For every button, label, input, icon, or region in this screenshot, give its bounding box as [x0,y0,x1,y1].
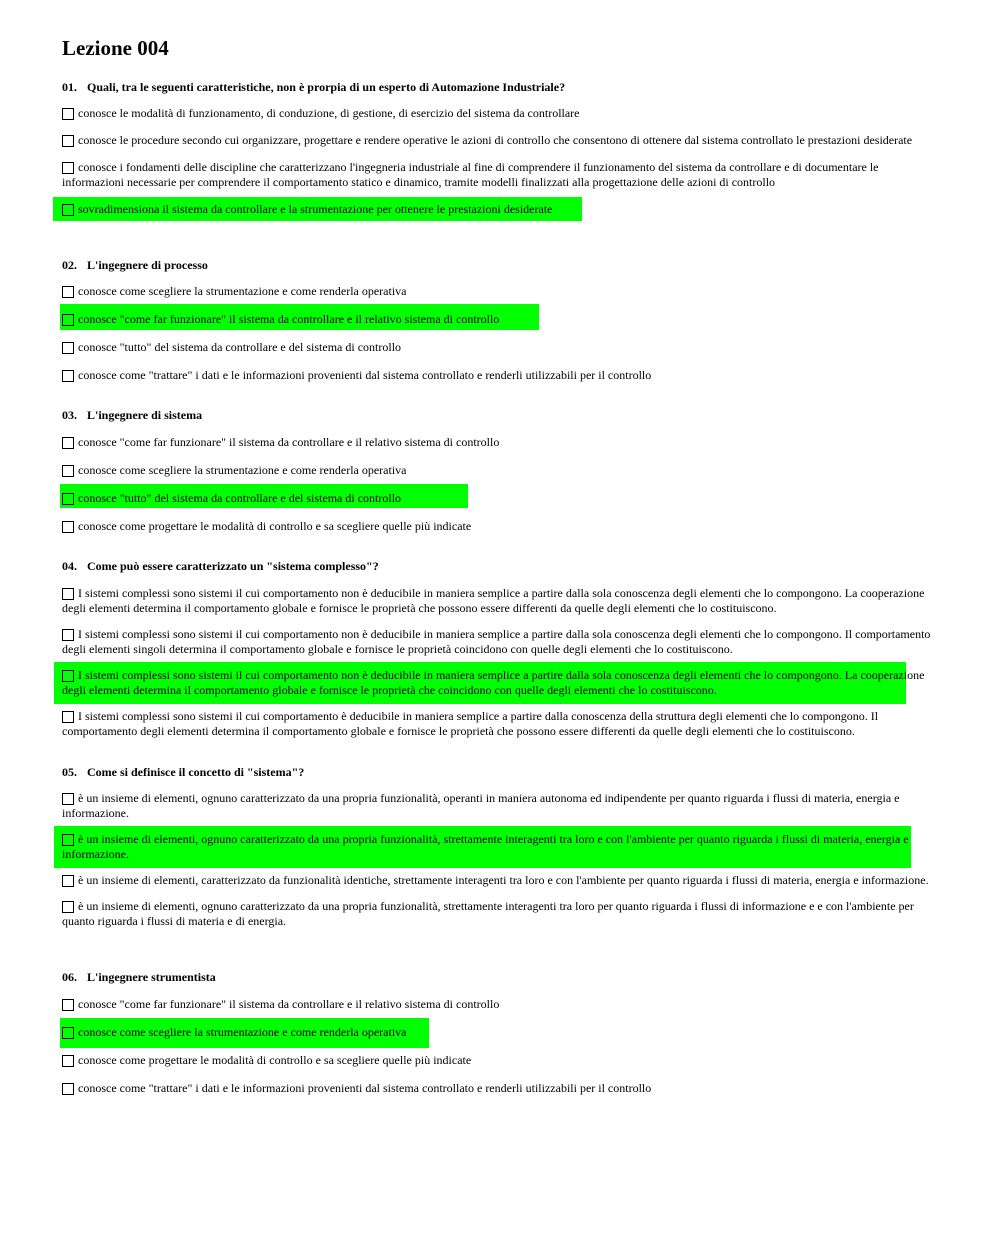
checkbox[interactable] [62,370,74,382]
question-02 [62,258,942,383]
answer-option[interactable] [62,1053,940,1068]
answer-text: conosce come "trattare" i dati e le informazioni provenienti dal sistema controllato e renderli utilizzabili per il controllo [78,1081,652,1095]
checkbox[interactable] [62,588,74,600]
answer-text: conosce come scegliere la strumentazione e come renderla operativa [78,284,407,298]
answer-option[interactable] [62,368,940,383]
question-number: 02. [62,258,77,272]
checkbox[interactable] [62,135,74,147]
checkbox[interactable] [62,493,74,505]
answer-option-correct[interactable] [62,832,940,862]
answer-option-correct[interactable] [62,491,940,506]
answer-option[interactable] [62,284,940,299]
answer-text: conosce "tutto" del sistema da controllare e del sistema di controllo [78,340,402,354]
answer-text: conosce come progettare le modalità di controllo e sa scegliere quelle più indicate [78,519,472,533]
checkbox[interactable] [62,1055,74,1067]
checkbox[interactable] [62,314,74,326]
question-heading [62,258,942,272]
checkbox[interactable] [62,342,74,354]
answer-option-correct[interactable] [62,312,940,327]
answer-option[interactable] [62,463,940,478]
answer-option-correct[interactable] [62,202,940,217]
answer-text: è un insieme di elementi, ognuno caratterizzato da una propria funzionalità, strettamente interagenti tra loro per quanto riguarda i flussi di informazione e e con l'ambiente per quanto riguarda i flussi di materia e di energia. [62,899,914,928]
answer-text: conosce come scegliere la strumentazione e come renderla operativa [78,1025,407,1039]
question-06 [62,970,942,1096]
checkbox[interactable] [62,437,74,449]
checkbox[interactable] [62,1083,74,1095]
answer-option[interactable] [62,340,940,355]
answer-text: conosce "come far funzionare" il sistema da controllare e il relativo sistema di controllo [78,435,500,449]
checkbox[interactable] [62,670,74,682]
answer-option[interactable] [62,586,940,616]
answer-option[interactable] [62,160,940,190]
answer-text: conosce i fondamenti delle discipline che caratterizzano l'ingegneria industriale al fine di comprendere il funzionamento del sistema da controllare e di documentare le informazioni necessarie per comprendere il comportamento statico e dinamico, tramite modelli finalizzati alla progettazione delle azioni di controllo [62,160,879,189]
answer-option[interactable] [62,627,940,657]
checkbox[interactable] [62,1027,74,1039]
question-text: L'ingegnere di sistema [87,408,203,422]
question-01 [62,80,942,217]
checkbox[interactable] [62,901,74,913]
answer-text: sovradimensiona il sistema da controllare e la strumentazione per ottenere le prestazioni desiderate [78,202,553,216]
question-04 [62,559,942,739]
answer-option[interactable] [62,997,940,1012]
answer-text: I sistemi complessi sono sistemi il cui comportamento non è deducibile in maniera semplice a partire dalla sola conoscenza degli elementi che lo compongono. La cooperazione degli elementi determina il comportamento globale e fornisce le proprietà che coincidono con quelle degli elementi che lo costituiscono. [62,668,925,697]
answer-option[interactable] [62,899,940,929]
answer-text: è un insieme di elementi, ognuno caratterizzato da una propria funzionalità, operanti in maniera autonoma ed indipendente per quanto riguarda i flussi di materia, energia e informazione. [62,791,900,820]
answer-text: conosce come "trattare" i dati e le informazioni provenienti dal sistema controllato e renderli utilizzabili per il controllo [78,368,652,382]
checkbox[interactable] [62,162,74,174]
answer-option-correct[interactable] [62,1025,940,1040]
question-number: 05. [62,765,77,779]
answer-text: conosce "tutto" del sistema da controllare e del sistema di controllo [78,491,402,505]
answer-text: I sistemi complessi sono sistemi il cui comportamento non è deducibile in maniera semplice a partire dalla sola conoscenza degli elementi che lo compongono. Il comportamento degli elementi singoli determina il comportamento globale e fornisce le proprietà coincidono con quelle degli elementi che lo costituiscono. [62,627,931,656]
answer-text: conosce le procedure secondo cui organizzare, progettare e rendere operative le azioni di controllo che consentono di ottenere dal sistema controllato le prestazioni desiderate [78,133,913,147]
checkbox[interactable] [62,834,74,846]
answer-text: conosce "come far funzionare" il sistema da controllare e il relativo sistema di controllo [78,312,500,326]
question-heading [62,559,942,573]
answer-option[interactable] [62,435,940,450]
answer-text: è un insieme di elementi, ognuno caratterizzato da una propria funzionalità, strettamente interagenti tra loro e con l'ambiente per quanto riguarda i flussi di materia, energia e informazione. [62,832,909,861]
question-number: 06. [62,970,77,984]
answer-text: conosce le modalità di funzionamento, di conduzione, di gestione, di esercizio del sistema da controllare [78,106,580,120]
answer-option[interactable] [62,519,940,534]
checkbox[interactable] [62,793,74,805]
question-heading [62,80,942,94]
checkbox[interactable] [62,521,74,533]
answer-option[interactable] [62,1081,940,1096]
checkbox[interactable] [62,999,74,1011]
question-03 [62,408,942,534]
answer-option[interactable] [62,791,940,821]
answer-option[interactable] [62,106,940,121]
question-heading [62,765,942,779]
question-text: L'ingegnere di processo [87,258,208,272]
checkbox[interactable] [62,204,74,216]
question-heading [62,408,942,422]
checkbox[interactable] [62,711,74,723]
checkbox[interactable] [62,108,74,120]
checkbox[interactable] [62,465,74,477]
answer-text: conosce "come far funzionare" il sistema da controllare e il relativo sistema di controllo [78,997,500,1011]
answer-text: è un insieme di elementi, caratterizzato da funzionalità identiche, strettamente interagenti tra loro e con l'ambiente per quanto riguarda i flussi di materia, energia e informazione. [78,873,929,887]
page-title: Lezione 004 [62,36,169,60]
answer-option[interactable] [62,133,940,148]
question-number: 01. [62,80,77,94]
question-number: 04. [62,559,77,573]
question-text: Come può essere caratterizzato un "sistema complesso"? [87,559,379,573]
question-heading [62,970,942,984]
question-text: Come si definisce il concetto di "sistema"? [87,765,305,779]
answer-option[interactable] [62,873,940,888]
question-text: L'ingegnere strumentista [87,970,216,984]
answer-text: I sistemi complessi sono sistemi il cui comportamento è deducibile in maniera semplice a partire dalla conoscenza della struttura degli elementi che lo compongono. Il comportamento degli elementi determina il comportamento globale e fornisce le proprietà che possono essere differenti da quelle degli elementi che lo costituiscono. [62,709,879,738]
question-text: Quali, tra le seguenti caratteristiche, non è prorpia di un esperto di Automazione Industriale? [87,80,566,94]
question-number: 03. [62,408,77,422]
answer-option[interactable] [62,709,940,739]
answer-text: conosce come scegliere la strumentazione e come renderla operativa [78,463,407,477]
answer-text: conosce come progettare le modalità di controllo e sa scegliere quelle più indicate [78,1053,472,1067]
checkbox[interactable] [62,286,74,298]
answer-text: I sistemi complessi sono sistemi il cui comportamento non è deducibile in maniera semplice a partire dalla sola conoscenza degli elementi che lo compongono. La cooperazione degli elementi determina il comportamento globale e fornisce le proprietà che possono essere differenti da quelle degli elementi che lo costituiscono. [62,586,925,615]
checkbox[interactable] [62,875,74,887]
question-05 [62,765,942,929]
answer-option-correct[interactable] [62,668,940,698]
checkbox[interactable] [62,629,74,641]
